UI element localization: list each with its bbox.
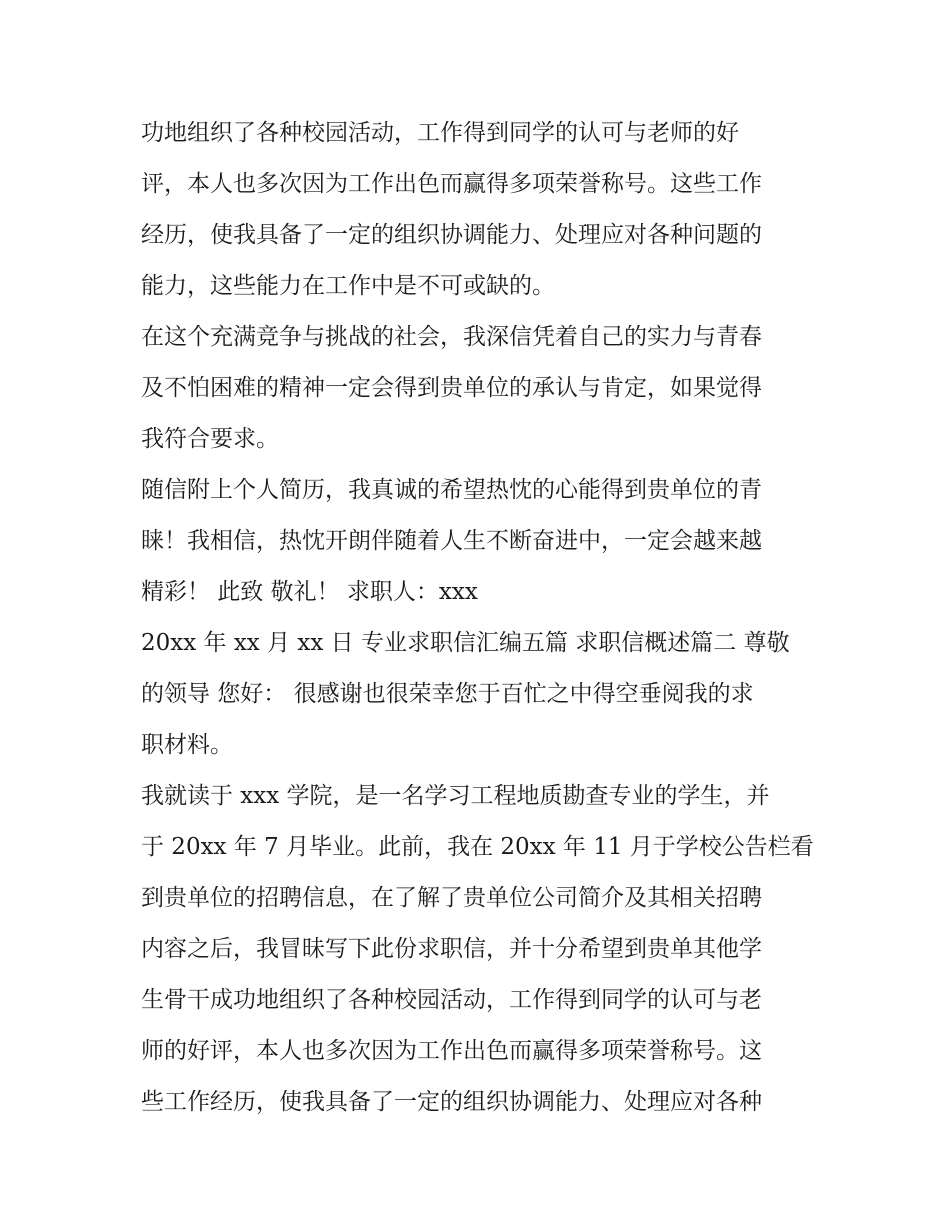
text-line-17: 内容之后，我冒昧写下此份求职信，并十分希望到贵单其他学 [141,936,762,962]
text-line-16: 到贵单位的招聘信息，在了解了贵单位公司简介及其相关招聘 [141,885,762,911]
text-line-3: 经历，使我具备了一定的组织协调能力、处理应对各种问题的 [141,222,762,248]
text-line-2: 评，本人也多次因为工作出色而赢得多项荣誉称号。这些工作 [141,171,762,197]
text-line-4: 能力，这些能力在工作中是不可或缺的。 [141,273,555,299]
letter-body [141,108,821,1128]
text-line-19: 师的好评，本人也多次因为工作出色而赢得多项荣誉称号。这 [141,1038,762,1064]
text-line-12: 的领导 您好： 很感谢也很荣幸您于百忙之中得空垂阅我的求 [141,681,754,707]
text-line-10: 精彩！ 此致 敬礼！ 求职人：xxx [141,579,478,605]
text-line-20: 些工作经历，使我具备了一定的组织协调能力、处理应对各种 [141,1089,762,1115]
text-line-8: 随信附上个人简历，我真诚的希望热忱的心能得到贵单位的青 [141,477,762,503]
text-line-18: 生骨干成功地组织了各种校园活动，工作得到同学的认可与老 [141,987,762,1013]
text-line-15: 于 20xx 年 7 月毕业。此前，我在 20xx 年 11 月于学校公告栏看 [141,834,814,860]
text-line-13: 职材料。 [141,732,233,758]
text-line-9: 睐！我相信，热忱开朗伴随着人生不断奋进中，一定会越来越 [141,528,762,554]
text-line-1: 功地组织了各种校园活动，工作得到同学的认可与老师的好 [141,120,739,146]
text-line-14: 我就读于 xxx 学院，是一名学习工程地质勘查专业的学生，并 [141,783,770,809]
text-line-6: 及不怕困难的精神一定会得到贵单位的承认与肯定，如果觉得 [141,375,762,401]
text-line-7: 我符合要求。 [141,426,279,452]
text-line-11: 20xx 年 xx 月 xx 日 专业求职信汇编五篇 求职信概述篇二 尊敬 [141,630,790,656]
text-line-5: 在这个充满竞争与挑战的社会，我深信凭着自己的实力与青春 [141,324,762,350]
